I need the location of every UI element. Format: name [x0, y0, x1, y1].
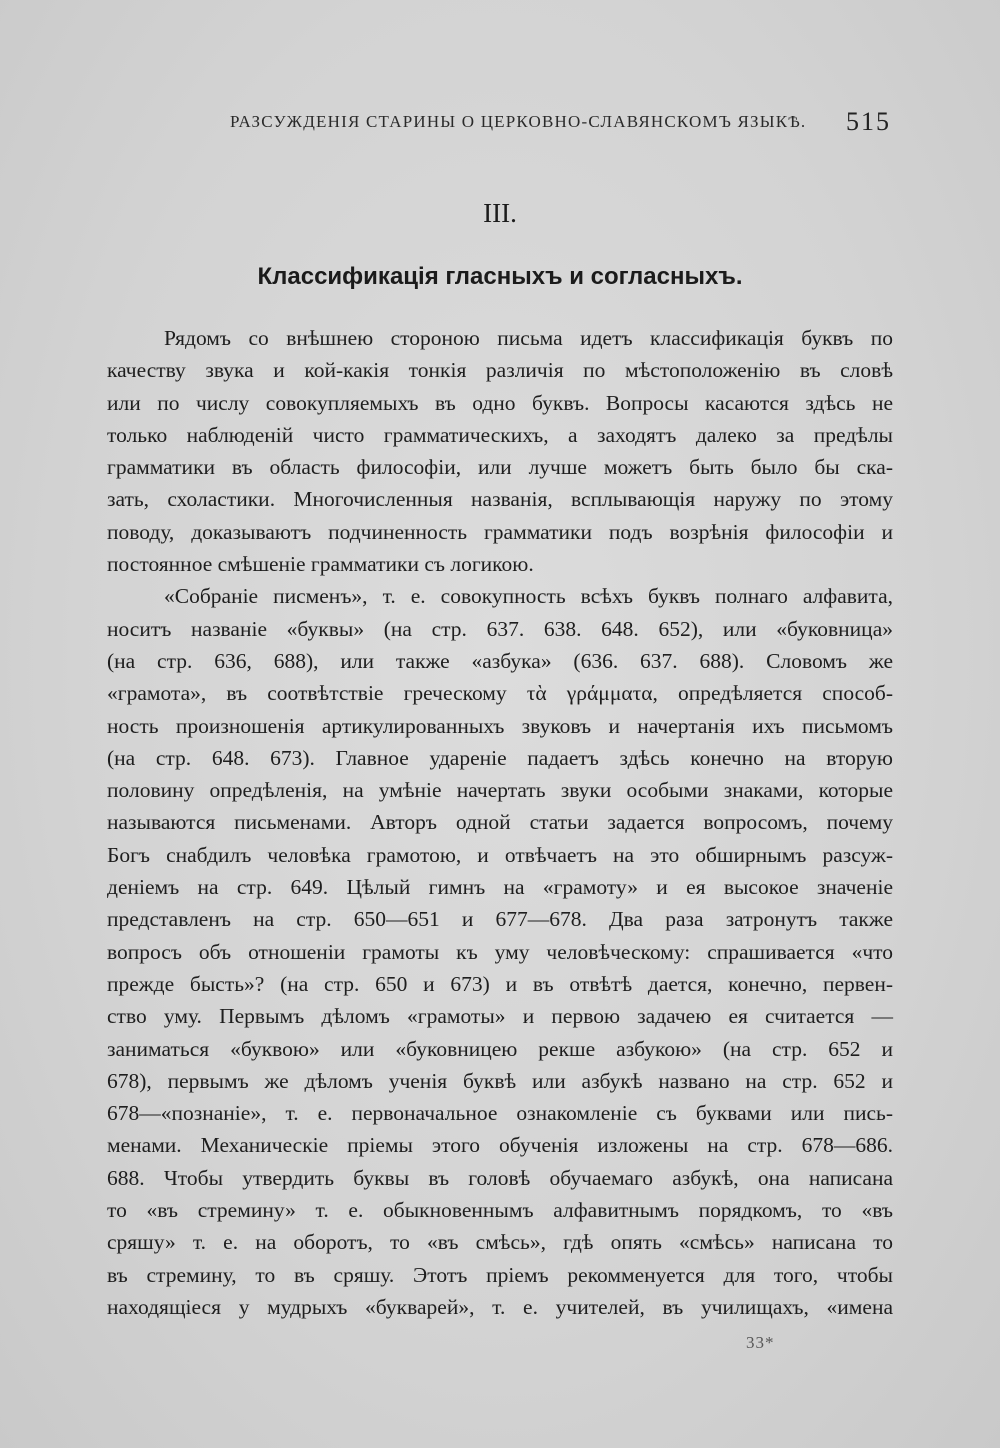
text-line: (на стр. 636, 688), или также «азбука» (636. 637. 688). Словомъ же	[107, 648, 893, 673]
text-line: вопросъ объ отношеніи грамоты къ уму человѣческому: спрашивается «что	[107, 939, 893, 964]
text-line: «Собраніе писменъ», т. е. совокупность всѣхъ буквъ полнаго алфавита,	[164, 584, 893, 609]
text-line: зать, схоластики. Многочисленныя названія, всплывающія наружу по этому	[107, 487, 893, 512]
text-line: 688. Чтобы утвердить буквы въ головѣ обучаемаго азбукѣ, она написана	[107, 1165, 893, 1190]
text-line: «грамота», въ соотвѣтствіе греческому τὰ γράμματα, опредѣляется способ-	[107, 681, 893, 706]
text-line: (на стр. 648. 673). Главное удареніе падаетъ здѣсь конечно на вторую	[107, 745, 893, 770]
text-line: находящіеся у мудрыхъ «букварей», т. е. учителей, въ училищахъ, «имена	[107, 1294, 893, 1319]
text-line: половину опредѣленія, на умѣніе начертать звуки особыми знаками, которые	[107, 778, 893, 803]
text-line: сряшу» т. е. на оборотъ, то «въ смѣсь», гдѣ опять «смѣсь» написана то	[107, 1230, 893, 1255]
text-line: называются письменами. Авторъ одной статьи задается вопросомъ, почему	[107, 810, 893, 835]
section-number: III.	[483, 198, 517, 228]
text-line: постоянное смѣшеніе грамматики съ логикою.	[107, 552, 534, 577]
text-line: прежде бысть»? (на стр. 650 и 673) и въ отвѣтѣ дается, конечно, первен-	[107, 971, 893, 996]
paragraph-2	[107, 580, 893, 1323]
text-line: то «въ стремину» т. е. обыкновеннымъ алфавитнымъ порядкомъ, то «въ	[107, 1198, 893, 1223]
text-line: въ стремину, то въ сряшу. Этотъ пріемъ рекомменуется для того, чтобы	[107, 1262, 893, 1287]
text-line: грамматики въ область философіи, или лучше можетъ быть было бы ска-	[107, 455, 893, 480]
text-line: носитъ названіе «буквы» (на стр. 637. 638. 648. 652), или «буковница»	[107, 616, 893, 641]
page-number: 515	[846, 107, 891, 136]
text-line: деніемъ на стр. 649. Цѣлый гимнъ на «грамоту» и ея высокое значеніе	[107, 875, 893, 900]
text-line: ство уму. Первымъ дѣломъ «грамоты» и первою задачею ея считается —	[107, 1004, 893, 1029]
section-title: Классификація гласныхъ и согласныхъ.	[257, 263, 743, 290]
text-line: или по числу совокупляемыхъ въ одно буквъ. Вопросы касаются здѣсь не	[107, 390, 893, 415]
signature-mark: 33*	[746, 1333, 775, 1352]
text-line: 678), первымъ же дѣломъ ученія буквѣ или азбукѣ названо на стр. 652 и	[107, 1068, 893, 1093]
text-line: только наблюденій чисто грамматическихъ, а заходятъ далеко за предѣлы	[107, 422, 893, 447]
running-header-title: РАЗСУЖДЕНІЯ СТАРИНЫ О ЦЕРКОВНО-СЛАВЯНСКОМЪ ЯЗЫКѢ.	[230, 112, 807, 131]
text-line: ность произношенія артикулированныхъ звуковъ и начертанія ихъ письмомъ	[107, 713, 893, 738]
body-text	[107, 322, 893, 1323]
text-line: 678—«познаніе», т. е. первоначальное ознакомленіе съ буквами или пись-	[107, 1101, 893, 1126]
text-line: представленъ на стр. 650—651 и 677—678. Два раза затронутъ также	[107, 907, 893, 932]
paragraph-1	[107, 322, 893, 580]
text-line: Богъ снабдилъ человѣка грамотою, и отвѣчаетъ на это обширнымъ разсуж-	[107, 842, 893, 867]
text-line: менами. Механическіе пріемы этого обученія изложены на стр. 678—686.	[107, 1133, 893, 1158]
text-line: поводу, доказываютъ подчиненность грамматики подъ возрѣнія философіи и	[107, 519, 893, 544]
text-line: качеству звука и кой-какія тонкія различія по мѣстоположенію въ словѣ	[107, 358, 893, 383]
text-line: заниматься «буквою» или «буковницею рекше азбукою» (на стр. 652 и	[107, 1036, 893, 1061]
text-line: Рядомъ со внѣшнею стороною письма идетъ классификація буквъ по	[164, 326, 893, 350]
